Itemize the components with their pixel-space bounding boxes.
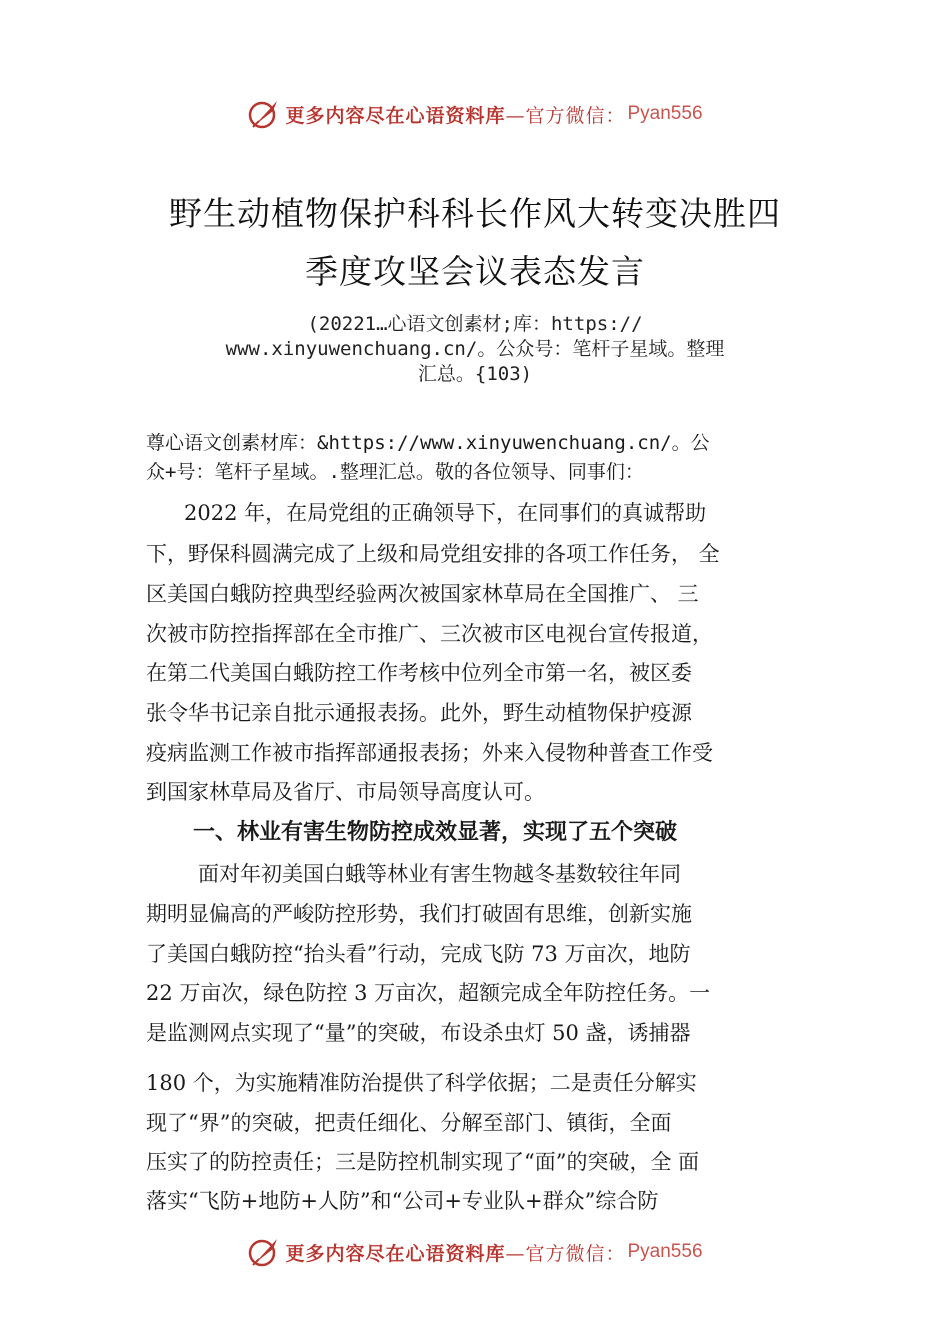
paragraph-2-line: 落实“飞防+地防+人防”和“公司+专业队+群众”综合防 (146, 1189, 659, 1213)
paragraph-1-line: 下，野保科圆满完成了上级和局党组安排的各项工作任务， 全 (146, 542, 720, 566)
salutation-line-1: 尊心语文创素材库：&https://www.xinyuwenchuang.cn/。公 (146, 432, 710, 454)
paragraph-1-line: 到国家林草局及省厅、市局领导高度认可。 (146, 780, 545, 804)
watermark-banner-top (0, 94, 950, 134)
paragraph-2-line: 22 万亩次，绿色防控 3 万亩次，超额完成全年防控任务。一 (146, 981, 711, 1005)
paragraph-2-line: 压实了的防控责任；三是防控机制实现了“面”的突破，全 面 (146, 1150, 700, 1174)
paragraph-1-line: 区美国白蛾防控典型经验两次被国家林草局在全国推广、 三 (146, 582, 699, 606)
watermark-text-wechat-id: Pyan556 (627, 103, 703, 124)
quill-logo-icon (247, 97, 281, 131)
paragraph-2-line: 了美国白蛾防控“抬头看”行动，完成飞防 73 万亩次，地防 (146, 942, 691, 966)
paragraph-1-line: 次被市防控指挥部在全市推广、三次被市区电视台宣传报道， (146, 622, 713, 646)
watermark-text-library: 更多内容尽在心语资料库 (285, 1242, 506, 1265)
paragraph-1-line: 疫病监测工作被市指挥部通报表扬；外来入侵物种普查工作受 (146, 741, 713, 765)
paragraph-1-line: 2022 年，在局党组的正确领导下，在同事们的真诚帮助 (184, 501, 707, 525)
watermark-text-wechat-id: Pyan556 (627, 1241, 703, 1262)
paragraph-2-line: 面对年初美国白蛾等林业有害生物越冬基数较往年同 (198, 862, 681, 886)
paragraph-2-line: 期明显偏高的严峻防控形势，我们打破固有思维，创新实施 (146, 902, 692, 926)
quill-logo-icon (247, 1235, 281, 1269)
document-title-line-1: 野生动植物保护科科长作风大转变决胜四 (169, 194, 781, 233)
paragraph-1-line: 在第二代美国白蛾防控工作考核中位列全市第一名，被区委 (146, 661, 692, 685)
paragraph-1-line: 张令华书记亲自批示通报表扬。此外，野生动植物保护疫源 (146, 701, 692, 725)
watermark-text-library: 更多内容尽在心语资料库 (285, 104, 506, 127)
subtitle-line-3: 汇总。{103) (417, 363, 533, 385)
subtitle-line-1: (20221…心语文创素材;库：https:// (307, 313, 643, 335)
document-title-line-2: 季度攻坚会议表态发言 (305, 252, 645, 291)
section-heading-1: 一、林业有害生物防控成效显著，实现了五个突破 (193, 820, 678, 845)
paragraph-2-line: 是监测网点实现了“量”的突破，布设杀虫灯 50 盏，诱捕器 (146, 1021, 691, 1045)
watermark-text-wechat-label: —官方微信： (505, 104, 626, 127)
watermark-banner-bottom (0, 1232, 950, 1272)
paragraph-2-line: 现了“界”的突破，把责任细化、分解至部门、镇街，全面 (146, 1111, 672, 1135)
salutation-line-2: 众+号：笔杆子星域。.整理汇总。敬的各位领导、同事们： (146, 461, 644, 483)
subtitle-line-2: www.xinyuwenchuang.cn/。公众号：笔杆子星域。整理 (225, 338, 725, 360)
paragraph-2-line: 180 个，为实施精准防治提供了科学依据；二是责任分解实 (146, 1071, 697, 1095)
watermark-text-wechat-label: —官方微信： (505, 1242, 626, 1265)
